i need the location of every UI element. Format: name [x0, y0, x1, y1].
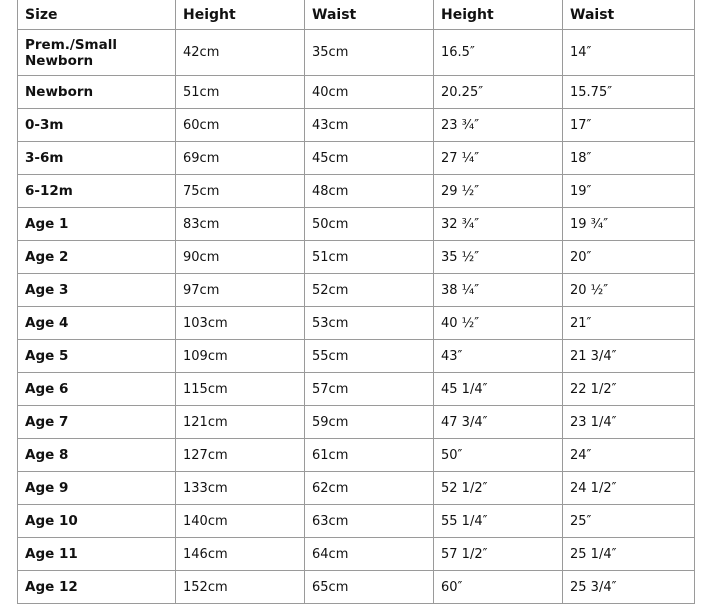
size-cell: Age 11 — [18, 538, 176, 571]
waist-in-cell: 24″ — [563, 439, 695, 472]
waist-cm-cell: 52cm — [305, 274, 434, 307]
waist-cm-cell: 50cm — [305, 208, 434, 241]
waist-in-cell: 22 1/2″ — [563, 373, 695, 406]
table-row — [18, 538, 695, 571]
height-cm-cell: 90cm — [176, 241, 305, 274]
size-cell: Age 2 — [18, 241, 176, 274]
waist-in-cell: 17″ — [563, 109, 695, 142]
height-cm-cell: 109cm — [176, 340, 305, 373]
size-cell: Age 3 — [18, 274, 176, 307]
size-cell: 3-6m — [18, 142, 176, 175]
table-row — [18, 439, 695, 472]
header-row — [18, 0, 695, 30]
height-cm-cell: 146cm — [176, 538, 305, 571]
table-row — [18, 571, 695, 604]
table-row — [18, 406, 695, 439]
size-cell: Age 7 — [18, 406, 176, 439]
size-cell: 0-3m — [18, 109, 176, 142]
size-cell: Age 6 — [18, 373, 176, 406]
height-cm-cell: 83cm — [176, 208, 305, 241]
waist-cm-cell: 55cm — [305, 340, 434, 373]
height-in-cell: 32 ¾″ — [434, 208, 563, 241]
waist-cm-cell: 61cm — [305, 439, 434, 472]
waist-cm-cell: 62cm — [305, 472, 434, 505]
size-cell: Age 12 — [18, 571, 176, 604]
header-waist-cm: Waist — [305, 0, 434, 30]
waist-cm-cell: 63cm — [305, 505, 434, 538]
waist-in-cell: 19 ¾″ — [563, 208, 695, 241]
size-cell: Age 5 — [18, 340, 176, 373]
waist-in-cell: 21″ — [563, 307, 695, 340]
height-cm-cell: 115cm — [176, 373, 305, 406]
size-cell: Age 1 — [18, 208, 176, 241]
table-row — [18, 241, 695, 274]
height-in-cell: 45 1/4″ — [434, 373, 563, 406]
table-body — [18, 30, 695, 604]
height-in-cell: 40 ½″ — [434, 307, 563, 340]
waist-in-cell: 21 3/4″ — [563, 340, 695, 373]
height-in-cell: 38 ¼″ — [434, 274, 563, 307]
waist-cm-cell: 35cm — [305, 30, 434, 76]
table-row — [18, 373, 695, 406]
table-row — [18, 109, 695, 142]
waist-in-cell: 25 3/4″ — [563, 571, 695, 604]
waist-in-cell: 24 1/2″ — [563, 472, 695, 505]
table-row — [18, 505, 695, 538]
size-chart-table — [17, 0, 695, 604]
height-in-cell: 52 1/2″ — [434, 472, 563, 505]
table-row — [18, 472, 695, 505]
height-in-cell: 43″ — [434, 340, 563, 373]
table-row — [18, 208, 695, 241]
height-cm-cell: 97cm — [176, 274, 305, 307]
height-in-cell: 50″ — [434, 439, 563, 472]
height-in-cell: 27 ¼″ — [434, 142, 563, 175]
table-header — [18, 0, 695, 30]
waist-in-cell: 20 ½″ — [563, 274, 695, 307]
height-cm-cell: 103cm — [176, 307, 305, 340]
height-cm-cell: 133cm — [176, 472, 305, 505]
waist-cm-cell: 64cm — [305, 538, 434, 571]
header-waist-in: Waist — [563, 0, 695, 30]
size-cell: 6-12m — [18, 175, 176, 208]
waist-cm-cell: 59cm — [305, 406, 434, 439]
waist-cm-cell: 40cm — [305, 76, 434, 109]
height-in-cell: 35 ½″ — [434, 241, 563, 274]
waist-cm-cell: 53cm — [305, 307, 434, 340]
waist-in-cell: 23 1/4″ — [563, 406, 695, 439]
height-in-cell: 57 1/2″ — [434, 538, 563, 571]
height-in-cell: 60″ — [434, 571, 563, 604]
height-cm-cell: 152cm — [176, 571, 305, 604]
height-cm-cell: 127cm — [176, 439, 305, 472]
header-height-cm: Height — [176, 0, 305, 30]
waist-in-cell: 20″ — [563, 241, 695, 274]
table-row — [18, 142, 695, 175]
size-cell: Newborn — [18, 76, 176, 109]
height-cm-cell: 42cm — [176, 30, 305, 76]
header-size: Size — [18, 0, 176, 30]
waist-cm-cell: 65cm — [305, 571, 434, 604]
height-in-cell: 29 ½″ — [434, 175, 563, 208]
size-cell: Age 9 — [18, 472, 176, 505]
height-in-cell: 20.25″ — [434, 76, 563, 109]
waist-in-cell: 14″ — [563, 30, 695, 76]
waist-cm-cell: 51cm — [305, 241, 434, 274]
height-cm-cell: 60cm — [176, 109, 305, 142]
height-cm-cell: 75cm — [176, 175, 305, 208]
waist-in-cell: 18″ — [563, 142, 695, 175]
height-cm-cell: 51cm — [176, 76, 305, 109]
height-in-cell: 23 ¾″ — [434, 109, 563, 142]
table-row — [18, 274, 695, 307]
table-row — [18, 175, 695, 208]
table-row — [18, 340, 695, 373]
height-in-cell: 16.5″ — [434, 30, 563, 76]
table-row — [18, 76, 695, 109]
waist-cm-cell: 57cm — [305, 373, 434, 406]
waist-cm-cell: 43cm — [305, 109, 434, 142]
waist-in-cell: 25″ — [563, 505, 695, 538]
height-in-cell: 47 3/4″ — [434, 406, 563, 439]
waist-cm-cell: 45cm — [305, 142, 434, 175]
waist-in-cell: 19″ — [563, 175, 695, 208]
size-cell: Age 4 — [18, 307, 176, 340]
table-row — [18, 30, 695, 76]
waist-in-cell: 25 1/4″ — [563, 538, 695, 571]
table-row — [18, 307, 695, 340]
size-cell: Age 8 — [18, 439, 176, 472]
size-cell: Prem./Small Newborn — [18, 30, 176, 76]
height-in-cell: 55 1/4″ — [434, 505, 563, 538]
size-cell: Age 10 — [18, 505, 176, 538]
waist-in-cell: 15.75″ — [563, 76, 695, 109]
height-cm-cell: 121cm — [176, 406, 305, 439]
waist-cm-cell: 48cm — [305, 175, 434, 208]
height-cm-cell: 140cm — [176, 505, 305, 538]
height-cm-cell: 69cm — [176, 142, 305, 175]
header-height-in: Height — [434, 0, 563, 30]
